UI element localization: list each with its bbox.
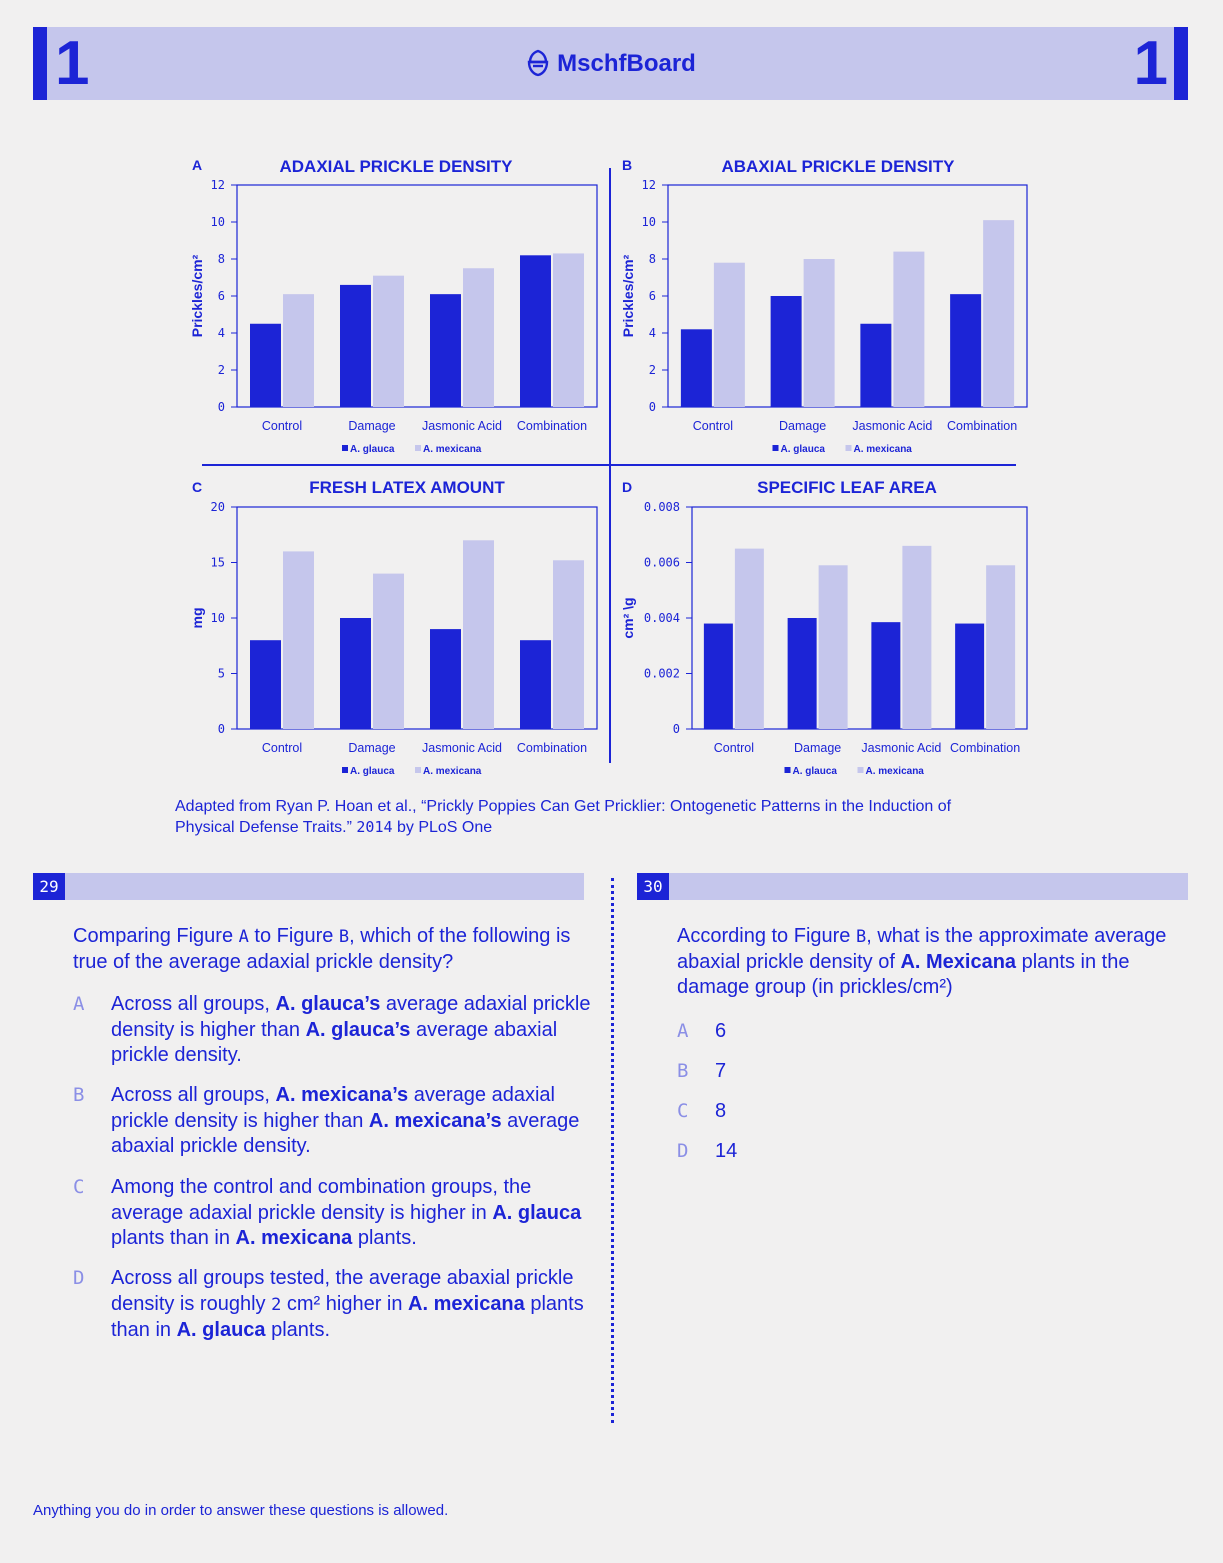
legend-swatch <box>785 767 791 773</box>
y-tick-label: 6 <box>217 289 225 303</box>
option-text <box>715 1099 975 1125</box>
header-right-bar <box>1174 27 1188 100</box>
bar-a-mexicana <box>893 252 924 407</box>
text-run: 6 <box>715 1020 727 1042</box>
emphasis-text: A. glauca <box>176 1319 266 1341</box>
question-number: 30 <box>637 873 669 900</box>
question-29-bar <box>33 873 584 900</box>
y-tick-label: 10 <box>210 215 225 229</box>
category-label: Jasmonic Acid <box>422 741 502 755</box>
emphasis-text: A. mexicana’s <box>275 1084 409 1106</box>
y-tick-label: 0 <box>672 722 680 736</box>
bar-a-glauca <box>430 629 461 729</box>
legend-label: A. mexicana <box>423 766 482 777</box>
option-letter: C <box>73 1176 85 1198</box>
bar-a-glauca <box>520 255 551 407</box>
bar-a-mexicana <box>283 294 314 407</box>
y-tick-label: 0.004 <box>643 611 680 625</box>
text-run: Across all groups, <box>111 993 276 1015</box>
text-run: According to Figure <box>677 925 856 947</box>
question-29-stem <box>73 924 585 975</box>
y-tick-label: 2 <box>217 363 225 377</box>
bar-a-mexicana <box>283 551 314 729</box>
y-tick-label: 12 <box>641 178 656 192</box>
legend-label: A. mexicana <box>853 444 912 455</box>
text-run: 14 <box>715 1140 738 1162</box>
bar-a-glauca <box>788 618 817 729</box>
y-axis-label: mg <box>189 607 205 629</box>
y-tick-label: 10 <box>210 611 225 625</box>
emphasis-text: A. glauca’s <box>275 993 381 1015</box>
emphasis-text: A. mexicana <box>235 1227 353 1249</box>
category-label: Damage <box>348 419 396 433</box>
bar-a-glauca <box>955 624 984 729</box>
bar-a-mexicana <box>983 220 1014 407</box>
y-tick-label: 0 <box>217 722 225 736</box>
question-30-bar <box>637 873 1188 900</box>
option-text <box>715 1019 975 1045</box>
emphasis-text: A. mexicana’s <box>368 1109 502 1132</box>
y-axis-label: Prickles/cm² <box>620 254 636 338</box>
chart-title-d: SPECIFIC LEAF AREA <box>757 478 937 497</box>
brand-name: MschfBoard <box>557 50 696 77</box>
y-tick-label: 12 <box>210 178 225 192</box>
category-label: Jasmonic Acid <box>422 419 502 433</box>
bar-a-mexicana <box>463 540 494 729</box>
bar-a-glauca <box>871 622 900 729</box>
bar-a-mexicana <box>986 565 1015 729</box>
category-label: Control <box>261 741 303 755</box>
text-run: B <box>338 927 350 947</box>
bar-a-glauca <box>704 624 733 729</box>
text-run: 7 <box>715 1060 727 1082</box>
bar-a-glauca <box>430 294 461 407</box>
text-run: , what is the approximate average abaxial prickle density of <box>677 925 1167 973</box>
panel-label-c: C <box>192 479 203 495</box>
caption-year: 2014 <box>356 818 393 836</box>
y-axis-label: cm² \g <box>620 597 636 639</box>
text-run: plants in the damage group (in prickles/cm²) <box>677 951 1130 998</box>
chart-divider-horizontal <box>202 464 1016 466</box>
category-label: Control <box>692 419 734 433</box>
text-run: plants. <box>352 1227 417 1249</box>
text-run: 2 <box>271 1294 282 1315</box>
text-run: average abaxial prickle density. <box>111 1109 580 1157</box>
text-run: Among the control and combination groups, the average adaxial prickle density is higher in <box>111 1176 532 1224</box>
bar-a-glauca <box>520 640 551 729</box>
option-text <box>111 992 591 1069</box>
option-letter: D <box>73 1267 85 1289</box>
category-label: Damage <box>779 419 827 433</box>
option-letter: D <box>677 1140 689 1162</box>
text-run: A <box>238 927 249 947</box>
brand <box>33 49 1188 78</box>
category-label: Control <box>261 419 303 433</box>
bar-a-mexicana <box>804 259 835 407</box>
bar-a-mexicana <box>735 549 764 729</box>
legend-label: A. glauca <box>350 444 395 455</box>
bar-a-glauca <box>250 324 281 407</box>
text-run: , which of the following is true of the average adaxial prickle density? <box>73 925 571 973</box>
page-number-left: 1 <box>55 29 90 98</box>
page-number-right: 1 <box>1133 29 1168 98</box>
y-tick-label: 0.002 <box>643 666 680 681</box>
bar-a-glauca <box>860 324 891 407</box>
bar-a-mexicana <box>463 268 494 407</box>
option-letter: B <box>73 1084 85 1106</box>
y-tick-label: 8 <box>217 252 225 266</box>
chart-title-b: ABAXIAL PRICKLE DENSITY <box>721 157 955 176</box>
y-tick-label: 20 <box>210 500 225 514</box>
legend-label: A. glauca <box>792 766 837 777</box>
text-run: 8 <box>715 1100 727 1122</box>
emphasis-text: A. glauca’s <box>305 1018 411 1041</box>
legend-swatch <box>415 445 421 451</box>
text-run: Comparing Figure <box>73 925 239 947</box>
y-tick-label: 4 <box>217 326 225 340</box>
emphasis-text: A. Mexicana <box>900 951 1017 973</box>
option-letter: B <box>677 1060 689 1082</box>
y-tick-label: 10 <box>641 215 656 229</box>
legend-swatch <box>415 767 421 773</box>
option-text <box>111 1083 591 1160</box>
y-tick-label: 0.008 <box>643 500 680 514</box>
y-tick-label: 5 <box>217 666 225 681</box>
acorn-icon <box>525 49 551 77</box>
legend-swatch <box>846 445 852 451</box>
bar-a-mexicana <box>373 276 404 407</box>
legend-label: A. mexicana <box>865 766 924 777</box>
emphasis-text: A. mexicana <box>408 1292 525 1315</box>
text-run: plants than in <box>111 1227 236 1249</box>
chart-title-c: FRESH LATEX AMOUNT <box>309 478 505 497</box>
legend-label: A. glauca <box>780 444 825 455</box>
page-header <box>33 27 1188 100</box>
option-text <box>715 1059 975 1085</box>
bar-a-glauca <box>681 329 712 407</box>
legend-swatch <box>342 767 348 773</box>
category-label: Control <box>713 741 755 755</box>
bar-a-mexicana <box>553 560 584 729</box>
panel-label-d: D <box>622 479 633 495</box>
option-text <box>111 1266 591 1344</box>
y-tick-label: 8 <box>648 252 656 266</box>
category-label: Combination <box>516 741 588 755</box>
panel-label-a: A <box>192 157 203 173</box>
legend-label: A. mexicana <box>423 444 482 455</box>
column-divider <box>611 878 614 1423</box>
bar-a-glauca <box>950 294 981 407</box>
bar-a-mexicana <box>714 263 745 407</box>
option-text <box>715 1139 975 1165</box>
caption-line-1: Adapted from Ryan P. Hoan et al., “Prickly Poppies Can Get Pricklier: Ontogenetic Patterns in the Induction of <box>175 798 952 815</box>
question-number: 29 <box>33 873 65 900</box>
category-label: Combination <box>950 741 1021 755</box>
text-run: plants. <box>265 1319 331 1341</box>
option-letter: A <box>73 993 85 1015</box>
legend-swatch <box>773 445 779 451</box>
figure-caption <box>175 797 1055 838</box>
category-label: Jasmonic Acid <box>852 419 933 433</box>
bar-a-glauca <box>340 618 371 729</box>
legend-label: A. glauca <box>350 766 395 777</box>
chart-adaxial <box>180 175 610 465</box>
option-text <box>111 1175 591 1252</box>
emphasis-text: A. glauca <box>492 1201 582 1224</box>
category-label: Damage <box>794 741 842 755</box>
y-axis-label: Prickles/cm² <box>189 254 205 338</box>
text-run: cm² higher in <box>281 1292 409 1315</box>
bar-a-mexicana <box>819 565 848 729</box>
y-tick-label: 0 <box>217 400 225 414</box>
panel-label-b: B <box>622 157 633 173</box>
chart-title-a: ADAXIAL PRICKLE DENSITY <box>279 157 513 176</box>
text-run: average adaxial prickle density is higher than <box>111 993 591 1041</box>
category-label: Combination <box>947 419 1018 433</box>
category-label: Damage <box>348 741 396 755</box>
y-tick-label: 15 <box>210 555 225 570</box>
text-run: to Figure <box>248 925 339 947</box>
y-tick-label: 0 <box>648 400 656 414</box>
text-run: Across all groups tested, the average abaxial prickle density is roughly <box>111 1267 574 1315</box>
bar-a-mexicana <box>373 574 404 729</box>
y-tick-label: 6 <box>648 289 656 303</box>
question-30-stem <box>677 924 1182 1000</box>
text-run: B <box>855 927 867 947</box>
option-letter: A <box>677 1020 689 1042</box>
text-run: average abaxial prickle density. <box>111 1018 558 1066</box>
text-run: plants than in <box>111 1292 584 1341</box>
bar-a-mexicana <box>553 253 584 407</box>
category-label: Jasmonic Acid <box>861 741 942 755</box>
footer-note: Anything you do in order to answer these questions is allowed. <box>33 1502 449 1519</box>
chart-latex <box>180 496 610 786</box>
text-run: average adaxial prickle density is higher than <box>111 1084 555 1132</box>
caption-line-2: Physical Defense Traits.” 2014 by PLoS One <box>175 818 493 836</box>
bar-a-glauca <box>771 296 802 407</box>
y-tick-label: 0.006 <box>643 555 680 570</box>
chart-abaxial <box>611 175 1041 465</box>
category-label: Combination <box>516 419 588 433</box>
y-tick-label: 4 <box>648 326 656 340</box>
bar-a-glauca <box>250 640 281 729</box>
y-tick-label: 2 <box>648 363 656 377</box>
text-run: Across all groups, <box>111 1084 276 1106</box>
option-letter: C <box>677 1100 689 1122</box>
legend-swatch <box>858 767 864 773</box>
chart-leaf-area <box>611 496 1041 786</box>
legend-swatch <box>342 445 348 451</box>
bar-a-glauca <box>340 285 371 407</box>
bar-a-mexicana <box>902 546 931 729</box>
